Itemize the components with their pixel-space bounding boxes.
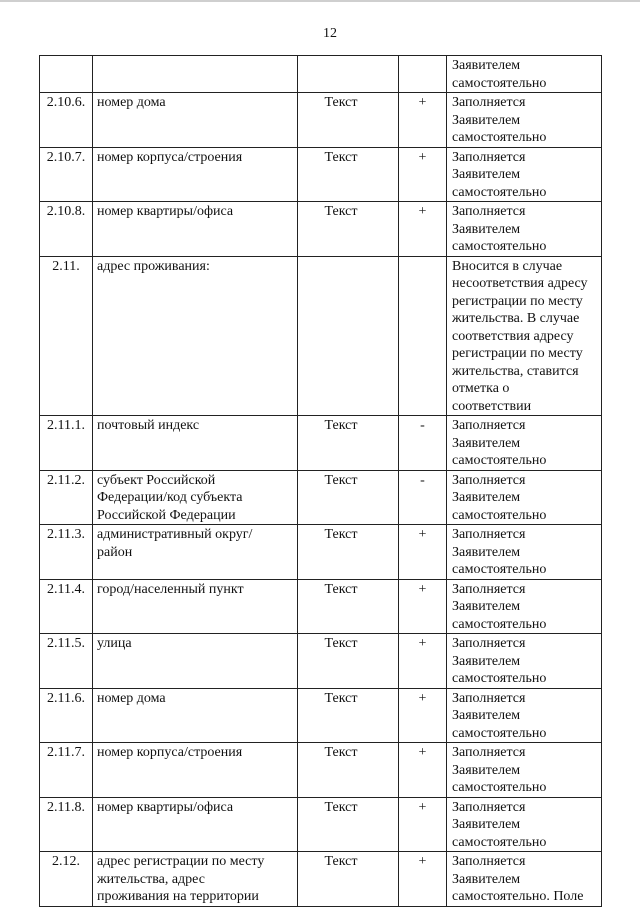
field-required: + bbox=[399, 202, 447, 257]
row-number: 2.11.2. bbox=[40, 470, 93, 525]
field-required: + bbox=[399, 147, 447, 202]
page-number: 12 bbox=[323, 26, 337, 41]
field-required bbox=[399, 256, 447, 416]
row-number: 2.11.1. bbox=[40, 416, 93, 471]
field-name: субъект Российской Федерации/код субъекта Российской Федерации bbox=[93, 470, 298, 525]
field-note: Заполняется Заявителем самостоятельно. Поле bbox=[447, 852, 602, 907]
field-name: город/населенный пункт bbox=[93, 579, 298, 634]
field-note: Заполняется Заявителем самостоятельно bbox=[447, 743, 602, 798]
field-type: Текст bbox=[298, 852, 399, 907]
field-type: Текст bbox=[298, 634, 399, 689]
table-row bbox=[40, 56, 602, 93]
field-type: Текст bbox=[298, 93, 399, 148]
field-type: Текст bbox=[298, 202, 399, 257]
table-row bbox=[40, 470, 602, 525]
field-note: Заполняется Заявителем самостоятельно bbox=[447, 470, 602, 525]
table-row bbox=[40, 688, 602, 743]
field-name: номер дома bbox=[93, 93, 298, 148]
field-required: + bbox=[399, 852, 447, 907]
table-row bbox=[40, 416, 602, 471]
field-required: + bbox=[399, 93, 447, 148]
field-note: Заполняется Заявителем самостоятельно bbox=[447, 797, 602, 852]
field-type: Текст bbox=[298, 470, 399, 525]
row-number: 2.11. bbox=[40, 256, 93, 416]
field-name: административный округ/ район bbox=[93, 525, 298, 580]
field-name: улица bbox=[93, 634, 298, 689]
field-note: Заполняется Заявителем самостоятельно bbox=[447, 93, 602, 148]
row-number: 2.10.8. bbox=[40, 202, 93, 257]
field-type: Текст bbox=[298, 525, 399, 580]
field-type: Текст bbox=[298, 147, 399, 202]
field-name: номер корпуса/строения bbox=[93, 147, 298, 202]
field-type: Текст bbox=[298, 743, 399, 798]
field-required: - bbox=[399, 416, 447, 471]
field-required: + bbox=[399, 688, 447, 743]
field-required: - bbox=[399, 470, 447, 525]
field-note: Заполняется Заявителем самостоятельно bbox=[447, 202, 602, 257]
field-name: номер квартиры/офиса bbox=[93, 797, 298, 852]
top-rule bbox=[0, 0, 640, 2]
row-number: 2.10.7. bbox=[40, 147, 93, 202]
field-note: Заполняется Заявителем самостоятельно bbox=[447, 416, 602, 471]
field-type bbox=[298, 256, 399, 416]
field-note: Вносится в случае несоответствия адресу регистрации по месту жительства. В случае соответствия адресу регистрации по месту жительства, ставится отметка о соответствии bbox=[447, 256, 602, 416]
table-row bbox=[40, 256, 602, 416]
field-name: номер дома bbox=[93, 688, 298, 743]
field-note: Заполняется Заявителем самостоятельно bbox=[447, 634, 602, 689]
field-required: + bbox=[399, 743, 447, 798]
field-type bbox=[298, 56, 399, 93]
field-required: + bbox=[399, 797, 447, 852]
table-row bbox=[40, 743, 602, 798]
row-number: 2.11.6. bbox=[40, 688, 93, 743]
row-number: 2.10.6. bbox=[40, 93, 93, 148]
table-row bbox=[40, 525, 602, 580]
table-row bbox=[40, 202, 602, 257]
form-fields-table bbox=[39, 55, 602, 907]
field-required: + bbox=[399, 634, 447, 689]
field-name: номер корпуса/строения bbox=[93, 743, 298, 798]
field-type: Текст bbox=[298, 688, 399, 743]
row-number: 2.11.8. bbox=[40, 797, 93, 852]
table-row bbox=[40, 147, 602, 202]
table-row bbox=[40, 797, 602, 852]
field-note: Заявителем самостоятельно bbox=[447, 56, 602, 93]
field-name: номер квартиры/офиса bbox=[93, 202, 298, 257]
table-row bbox=[40, 93, 602, 148]
field-required: + bbox=[399, 579, 447, 634]
field-note: Заполняется Заявителем самостоятельно bbox=[447, 525, 602, 580]
table-row bbox=[40, 852, 602, 907]
field-note: Заполняется Заявителем самостоятельно bbox=[447, 147, 602, 202]
field-type: Текст bbox=[298, 416, 399, 471]
field-note: Заполняется Заявителем самостоятельно bbox=[447, 579, 602, 634]
field-name bbox=[93, 56, 298, 93]
row-number: 2.11.4. bbox=[40, 579, 93, 634]
row-number: 2.11.3. bbox=[40, 525, 93, 580]
table-row bbox=[40, 634, 602, 689]
field-name: адрес регистрации по месту жительства, адрес проживания на территории bbox=[93, 852, 298, 907]
field-name: адрес проживания: bbox=[93, 256, 298, 416]
row-number bbox=[40, 56, 93, 93]
field-name: почтовый индекс bbox=[93, 416, 298, 471]
field-required bbox=[399, 56, 447, 93]
table-row bbox=[40, 579, 602, 634]
field-required: + bbox=[399, 525, 447, 580]
field-type: Текст bbox=[298, 797, 399, 852]
field-note: Заполняется Заявителем самостоятельно bbox=[447, 688, 602, 743]
row-number: 2.11.5. bbox=[40, 634, 93, 689]
row-number: 2.12. bbox=[40, 852, 93, 907]
row-number: 2.11.7. bbox=[40, 743, 93, 798]
field-type: Текст bbox=[298, 579, 399, 634]
